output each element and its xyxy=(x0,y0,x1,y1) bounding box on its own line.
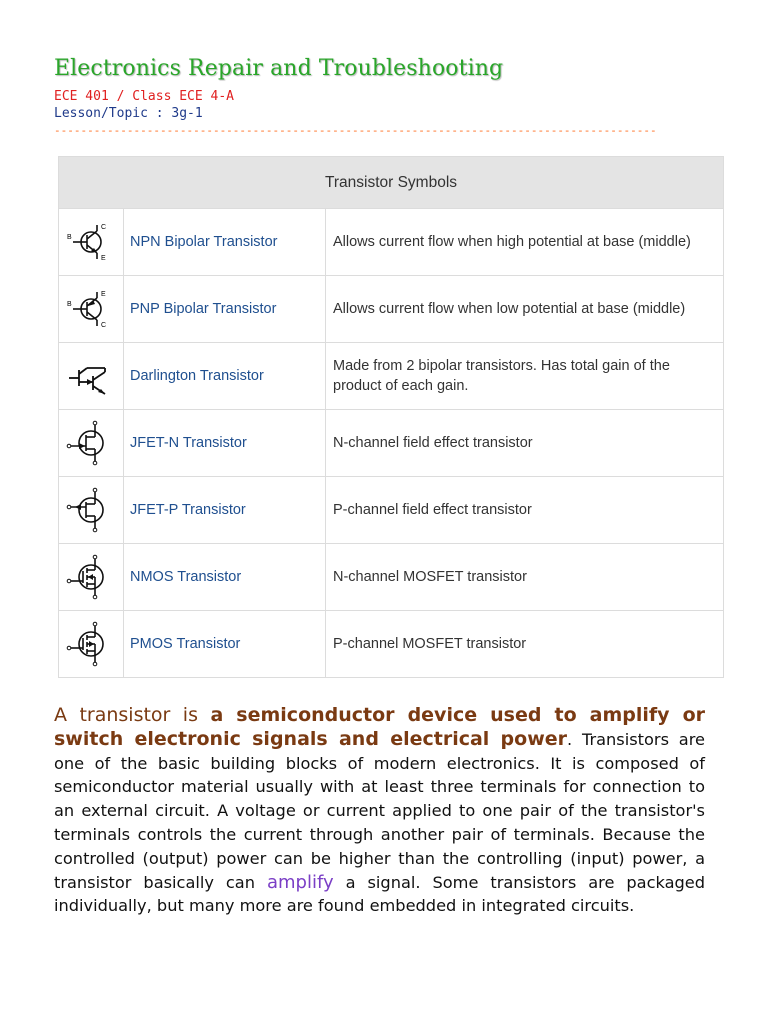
table-row xyxy=(59,611,724,678)
amplify-link[interactable]: amplify xyxy=(266,871,334,893)
transistor-name: JFET-N Transistor xyxy=(124,410,326,477)
pmos-symbol-icon xyxy=(63,619,119,669)
svg-text:C: C xyxy=(101,322,107,329)
paragraph-text-end: a signal. Some transistors are packaged individually, but many more are found embedded in integrated circuits. xyxy=(54,872,705,916)
jfet-n-symbol-icon xyxy=(63,418,119,468)
transistor-name: NMOS Transistor xyxy=(124,544,326,611)
transistor-name: JFET-P Transistor xyxy=(124,477,326,544)
jfet-p-symbol-icon xyxy=(63,485,119,535)
dashed-divider: ------------------------------------------------------------------------------------------- xyxy=(54,124,657,137)
table-row xyxy=(59,343,724,410)
table-header-row xyxy=(59,157,724,209)
transistor-name: Darlington Transistor xyxy=(124,343,326,410)
transistor-description: P-channel field effect transistor xyxy=(326,477,724,544)
table-row xyxy=(59,209,724,276)
paragraph-bold-definition: a semiconductor device used to amplify or switch electronic signals and electrical power xyxy=(54,704,705,750)
table-row xyxy=(59,544,724,611)
svg-text:B: B xyxy=(67,301,72,308)
lesson-topic: Lesson/Topic : 3g-1 xyxy=(54,106,203,121)
transistor-description: Allows current flow when low potential at base (middle) xyxy=(326,276,724,343)
paragraph-lead: A transistor is xyxy=(54,704,211,726)
transistor-description: Allows current flow when high potential at base (middle) xyxy=(326,209,724,276)
table-row xyxy=(59,276,724,343)
table-row xyxy=(59,477,724,544)
svg-text:C: C xyxy=(101,224,107,231)
transistor-description: N-channel MOSFET transistor xyxy=(326,544,724,611)
transistor-name: PNP Bipolar Transistor xyxy=(124,276,326,343)
npn-bjt-symbol-icon xyxy=(63,220,119,264)
nmos-symbol-icon xyxy=(63,552,119,602)
svg-text:E: E xyxy=(101,291,106,298)
document-title: Electronics Repair and Troubleshooting xyxy=(54,56,504,81)
darlington-symbol-icon xyxy=(63,354,119,398)
transistor-definition-paragraph xyxy=(54,704,705,918)
transistor-description: Made from 2 bipolar transistors. Has total gain of the product of each gain. xyxy=(326,343,724,410)
svg-text:B: B xyxy=(67,234,72,241)
table-heading: Transistor Symbols xyxy=(59,157,724,209)
course-code: ECE 401 / Class ECE 4-A xyxy=(54,89,235,104)
paragraph-text: . Transistors are one of the basic building blocks of modern electronics. It is composed of semiconductor material usually with at least three terminals for connection to an external circuit. A voltage or current applied to one pair of the transistor's terminals controls the current through another pair of terminals. Because the controlled (output) power can be higher than the controlling (input) power, a transistor basically can xyxy=(54,729,705,892)
transistor-symbols-table xyxy=(58,156,724,678)
transistor-name: PMOS Transistor xyxy=(124,611,326,678)
pnp-bjt-symbol-icon xyxy=(63,287,119,331)
transistor-description: P-channel MOSFET transistor xyxy=(326,611,724,678)
svg-text:E: E xyxy=(101,255,106,262)
table-row xyxy=(59,410,724,477)
transistor-name: NPN Bipolar Transistor xyxy=(124,209,326,276)
transistor-description: N-channel field effect transistor xyxy=(326,410,724,477)
